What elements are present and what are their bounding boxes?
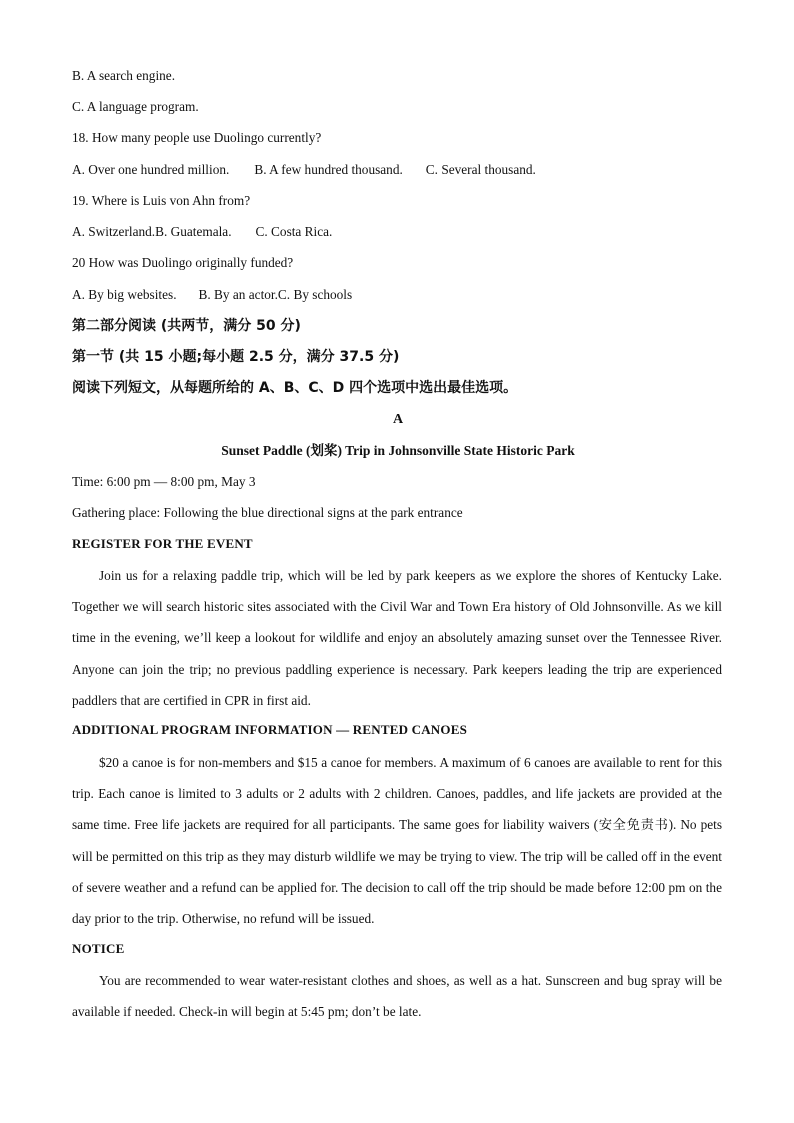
q19-options — [72, 222, 332, 242]
q19-stem: 19. Where is Luis von Ahn from? — [72, 193, 251, 208]
event-time: Time: 6:00 pm — 8:00 pm, May 3 — [72, 474, 256, 489]
q19-option-c: C. Costa Rica. — [255, 224, 333, 239]
gathering-place: Gathering place: Following the blue directional signs at the park entrance — [72, 505, 463, 520]
q17-option-b: B. A search engine. — [72, 68, 176, 83]
q18-option-c: C. Several thousand. — [425, 162, 536, 177]
passage-letter: A — [392, 412, 404, 427]
additional-info-heading: ADDITIONAL PROGRAM INFORMATION — RENTED CANOES — [72, 722, 468, 737]
passage-title: Sunset Paddle (划桨) Trip in Johnsonville State Historic Park — [221, 443, 575, 458]
register-heading: REGISTER FOR THE EVENT — [72, 536, 253, 551]
q20-options — [72, 285, 352, 305]
additional-info-paragraph: $20 a canoe is for non-members and $15 a canoe for members. A maximum of 6 canoes are available to rent for this trip. Each canoe is limited to 3 adults or 2 adults with 2 children. Canoes, paddles, and life jackets are provided at the same time. Free life jackets are required for all participants. The same goes for liability waivers (安全免责书). No pets will be permitted on this trip as they may disturb wildlife we may be trying to view. The trip will be called off in the event of severe weather and a refund can be applied for. The decision to call off the trip should be made before 12:00 pm on the day prior to the trip. Otherwise, no refund will be issued. — [72, 755, 722, 927]
q18-stem: 18. How many people use Duolingo currently? — [72, 130, 322, 145]
q19-option-ab: A. Switzerland.B. Guatemala. — [72, 224, 232, 239]
notice-heading: NOTICE — [72, 941, 125, 956]
q18-option-b: B. A few hundred thousand. — [254, 162, 403, 177]
notice-paragraph: You are recommended to wear water-resistant clothes and shoes, as well as a hat. Sunscreen and bug spray will be available if needed. Check-in will begin at 5:45 pm; don’t be late. — [72, 973, 722, 1020]
q18-option-a: A. Over one hundred million. — [72, 162, 230, 177]
q17-option-c: C. A language program. — [72, 99, 199, 114]
section-part-two-heading: 第二部分阅读 (共两节，满分 50 分) — [72, 318, 301, 334]
q20-option-bc: B. By an actor.C. By schools — [198, 287, 353, 302]
reading-instruction: 阅读下列短文，从每题所给的 A、B、C、D 四个选项中选出最佳选项。 — [72, 380, 518, 396]
register-paragraph: Join us for a relaxing paddle trip, which will be led by park keepers as we explore the shores of Kentucky Lake. Together we will search historic sites associated with the Civil War and Town Era history of Old Johnsonville. As we kill time in the evening, we’ll keep a lookout for wildlife and enjoy an absolutely amazing sunset over the Tennessee River. Anyone can join the trip; no previous paddling experience is necessary. Park keepers leading the trip are experienced paddlers that are certified in CPR in first aid. — [72, 568, 722, 708]
q20-stem: 20 How was Duolingo originally funded? — [72, 255, 294, 270]
section-one-heading: 第一节 (共 15 小题;每小题 2.5 分，满分 37.5 分) — [72, 349, 400, 365]
q18-options — [72, 160, 536, 180]
q20-option-a: A. By big websites. — [72, 287, 177, 302]
